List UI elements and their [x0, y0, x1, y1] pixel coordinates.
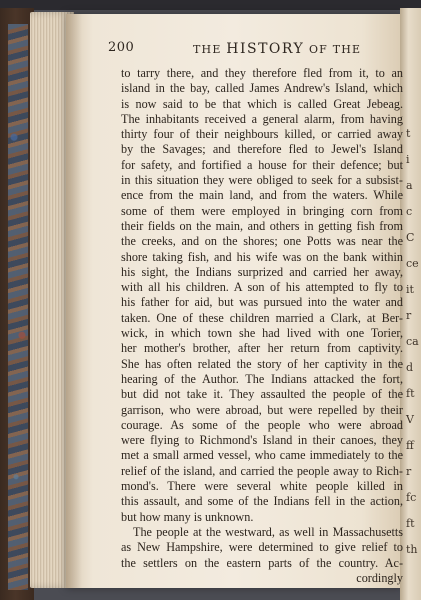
text-line: the creeks, and on the shores; one Potts was near the — [121, 234, 403, 249]
facing-page-fragment: i — [406, 153, 410, 166]
facing-page-fragment: fc — [406, 491, 417, 504]
text-line: ence from the main land, and from the waters. While — [121, 188, 403, 203]
facing-page-fragment: C — [406, 231, 415, 244]
text-line: garrison, who were abroad, but were repelled by their — [121, 402, 403, 417]
text-line: this assault, and some of the Indians fell in the action, — [121, 494, 403, 509]
text-line: The inhabitants received a general alarm, from having — [121, 111, 403, 126]
text-line: The people at the westward, as well in Massachusetts — [133, 524, 403, 539]
text-line: hearing of the Author. The Indians attacked the fort, — [121, 371, 403, 386]
text-line: by the Savages; and therefore fled to Jewel's Island — [121, 142, 403, 157]
facing-page-fragment: ca — [406, 335, 419, 348]
text-line: his sight, the Indians surprized and carried her away, — [121, 264, 403, 279]
text-line: met a small armed vessel, who came immediately to the — [121, 448, 403, 463]
facing-page-fragment: ft — [406, 387, 415, 400]
text-line: mond's. There were several white people killed in — [121, 479, 403, 494]
text-line: but did not take it. They assaulted the people of the — [121, 387, 403, 402]
facing-page-fragment: d — [406, 361, 414, 374]
text-line: their fields on the main, and others in getting fish from — [121, 218, 403, 233]
text-line: thirty four of their neighbours killed, or carried away — [121, 127, 403, 142]
body-text — [121, 66, 403, 586]
running-head-pre: THE — [193, 43, 222, 56]
facing-page-sliver — [400, 8, 421, 600]
text-line: island in the bay, called James Andrew's Island, which — [121, 81, 403, 96]
text-line: her mother's brother, after her return from captivity. — [121, 341, 403, 356]
text-line: courage. As some of the people who were abroad — [121, 417, 403, 432]
text-line: for safety, and fortified a house for their defence; but — [121, 157, 403, 172]
facing-page-fragment: t — [406, 127, 411, 140]
text-line: She has often related the story of her captivity in the — [121, 356, 403, 371]
facing-page-fragment: a — [406, 179, 413, 192]
gutter-shadow — [66, 14, 82, 588]
facing-page-fragment: r — [406, 465, 412, 478]
running-head — [193, 41, 361, 57]
text-line: the settlers on the eastern parts of the country. Ac- — [121, 555, 403, 570]
facing-page-fragment: ft — [406, 517, 415, 530]
facing-page-fragment: ff — [406, 439, 414, 452]
table-edge — [0, 0, 421, 10]
facing-page-fragment: c — [406, 205, 413, 218]
text-line: in this situation they were obliged to seek for a subsist- — [121, 173, 403, 188]
text-line: cordingly — [356, 570, 403, 585]
text-line: to tarry there, and they therefore fled from it, to an — [121, 66, 403, 80]
text-line: wick, in which town she had lived with one Torier, — [121, 326, 403, 341]
facing-page-fragment: th — [406, 543, 418, 556]
text-line: his father for aid, but was pursued into the water and — [121, 295, 403, 310]
text-line: relief of the island, and carried the people away to Rich- — [121, 463, 403, 478]
facing-page-fragment: r — [406, 309, 412, 322]
text-line: but how many is unknown. — [121, 509, 254, 524]
facing-page-fragment: V — [406, 413, 414, 426]
text-line: shore taking fish, and his wife was on the bank within — [121, 249, 403, 264]
running-head-post: OF THE — [308, 43, 362, 56]
page-number: 200 — [108, 40, 135, 55]
text-line: some of them were employed in bringing corn from — [121, 203, 403, 218]
text-line: taken. One of these children married a Clark, at Ber- — [121, 310, 403, 325]
text-line: as New Hampshire, were determined to give relief to — [121, 540, 403, 555]
page-header — [108, 40, 406, 58]
running-head-main: HISTORY — [226, 41, 305, 57]
text-line: were flying to Richmond's Island in their canoes, they — [121, 433, 403, 448]
facing-page-fragment: ce — [406, 257, 419, 270]
text-line: is now said to be that which is called Great Jebeag. — [121, 96, 403, 111]
facing-page-fragment: it — [406, 283, 414, 296]
marbled-board — [8, 24, 28, 590]
text-line: with all his children. A son of his attempted to fly to — [121, 280, 403, 295]
